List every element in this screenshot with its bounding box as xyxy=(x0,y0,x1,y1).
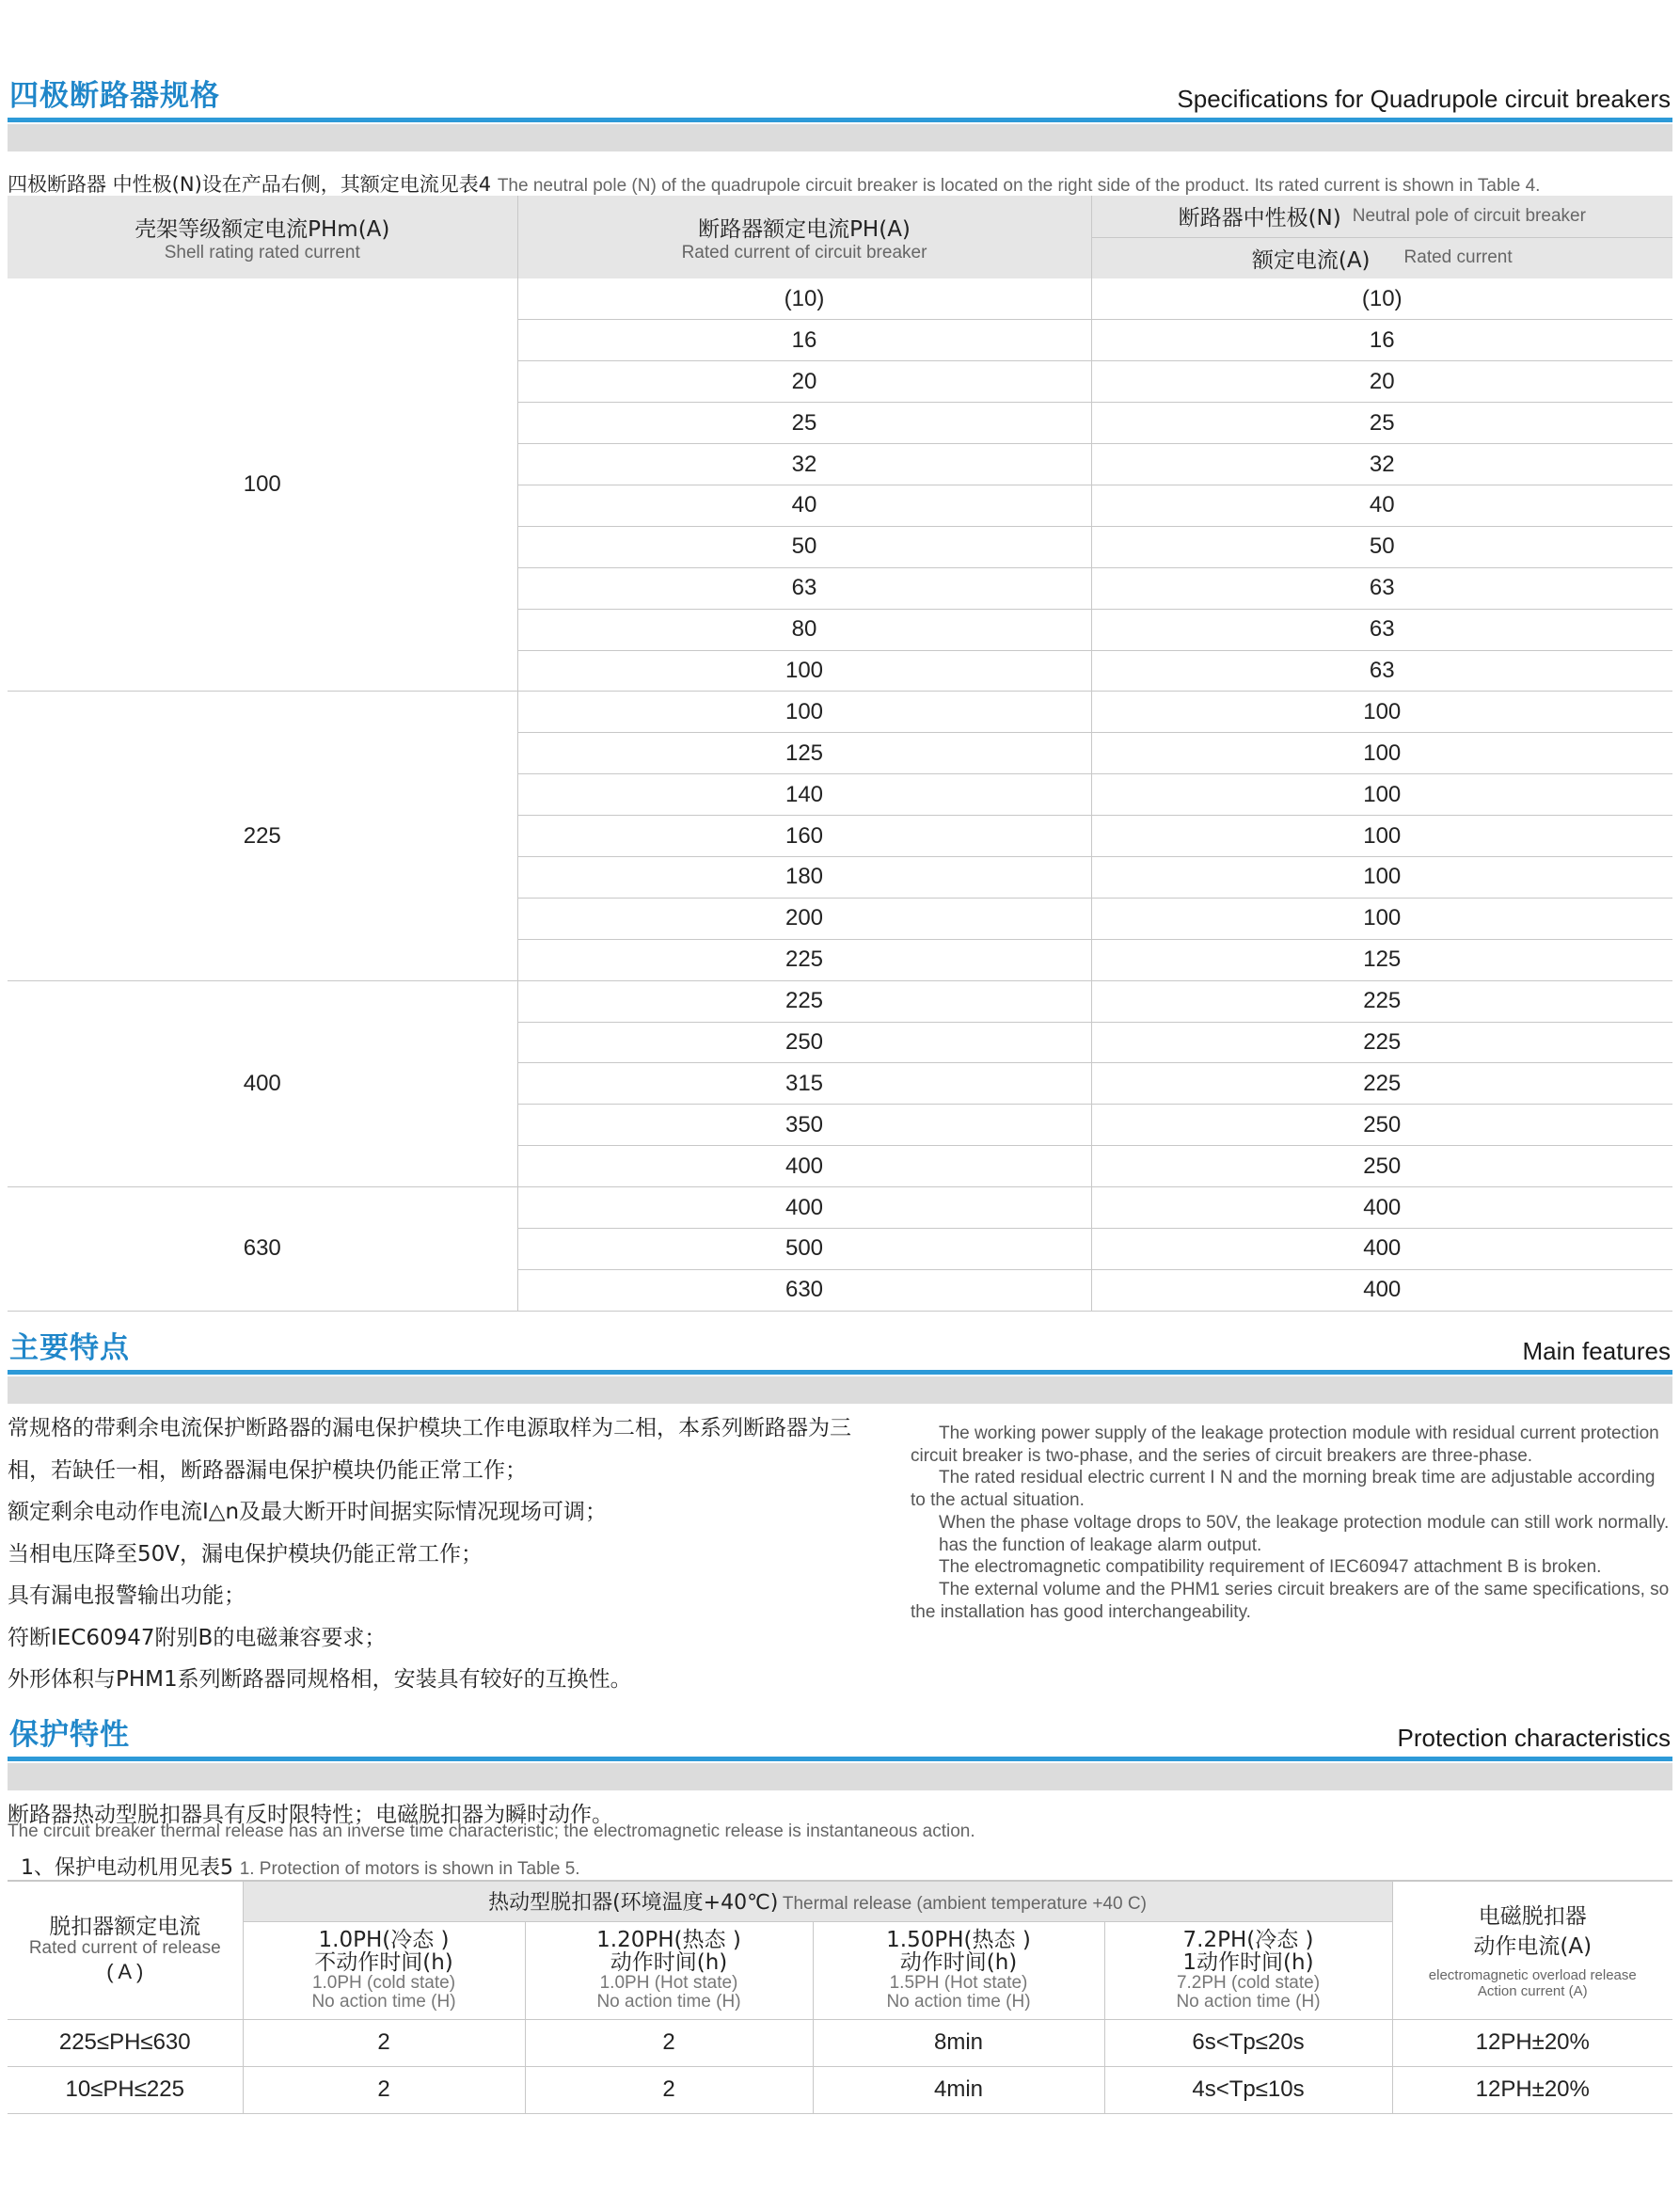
cell-1-0ph: 2 xyxy=(243,2019,525,2066)
feature-en: When the phase voltage drops to 50V, the leakage protection module can still work normally. xyxy=(939,1512,1670,1533)
em-zh2: 动作电流(A) xyxy=(1473,1933,1593,1959)
table-row xyxy=(8,2019,1672,2066)
cell-neutral-current: 50 xyxy=(1091,526,1672,567)
cell-rated-current: 125 xyxy=(517,733,1091,774)
feature-zh: 具有漏电报警输出功能； xyxy=(8,1583,246,1608)
col2-zh: 断路器额定电流PH(A) xyxy=(698,216,911,242)
sub-header-2 xyxy=(525,1921,813,2019)
section-title-zh: 保护特性 xyxy=(9,1718,130,1752)
features-list-en xyxy=(911,1423,1674,1623)
protection-desc-en: The circuit breaker thermal release has an inverse time characteristic; the electromagnetic release is instantaneous action. xyxy=(8,1821,975,1841)
cell-neutral-current: 250 xyxy=(1091,1105,1672,1146)
col1-zh: 壳架等级额定电流PHm(A) xyxy=(135,216,390,242)
sub-c: 1.5PH (Hot state) xyxy=(889,1973,1028,1993)
grey-band xyxy=(8,124,1672,151)
em-en2: Action current (A) xyxy=(1477,1982,1588,1999)
feature-zh: 当相电压降至50V，漏电保护模块仍能正常工作； xyxy=(8,1541,483,1567)
col3-top-zh: 断路器中性极(N) xyxy=(1178,206,1341,231)
cell-rated-current: 225 xyxy=(517,980,1091,1022)
rc-en: Rated current of release xyxy=(28,1937,221,1958)
col-header-neutral-current xyxy=(1091,237,1672,278)
cell-1-50ph: 4min xyxy=(813,2066,1104,2113)
cell-neutral-current: 100 xyxy=(1091,733,1672,774)
cell-neutral-current: 63 xyxy=(1091,609,1672,650)
cell-neutral-current: 25 xyxy=(1091,403,1672,444)
cell-em-current: 12PH±20% xyxy=(1392,2066,1672,2113)
sub-d: No action time (H) xyxy=(1176,1992,1321,2012)
sub-d: No action time (H) xyxy=(596,1992,741,2012)
cell-em-current: 12PH±20% xyxy=(1392,2019,1672,2066)
em-zh1: 电磁脱扣器 xyxy=(1478,1903,1587,1929)
cell-rated-current: 350 xyxy=(517,1105,1091,1146)
cell-rated-current: 160 xyxy=(517,816,1091,857)
cell-rated-current: 16 xyxy=(517,320,1091,361)
feature-zh: 符断IEC60947附别B的电磁兼容要求； xyxy=(8,1625,387,1650)
cell-neutral-current: 16 xyxy=(1091,320,1672,361)
cell-shell-rating: 400 xyxy=(8,980,517,1186)
cell-7-2ph: 4s<Tp≤10s xyxy=(1104,2066,1392,2113)
sub-a: 1.20PH(热态 ) xyxy=(596,1928,741,1952)
col3-bot-en: Rated current xyxy=(1403,247,1513,268)
col-header-neutral xyxy=(1091,196,1672,237)
cell-1-20ph: 2 xyxy=(525,2066,813,2113)
feature-en: has the function of leakage alarm output. xyxy=(939,1535,1262,1555)
cell-neutral-current: 63 xyxy=(1091,567,1672,609)
col3-top-en: Neutral pole of circuit breaker xyxy=(1352,205,1586,226)
sub-header-3 xyxy=(813,1921,1104,2019)
table-4-neutral-pole xyxy=(8,196,1672,1312)
cell-neutral-current: 40 xyxy=(1091,485,1672,526)
cell-neutral-current: 100 xyxy=(1091,816,1672,857)
cell-rated-current: 140 xyxy=(517,774,1091,816)
cell-rated-current: 100 xyxy=(517,692,1091,733)
col3-bot-zh: 额定电流(A) xyxy=(1251,247,1371,273)
table-row xyxy=(8,2066,1672,2113)
cell-rated-current: 630 xyxy=(517,1269,1091,1311)
cell-shell-rating: 100 xyxy=(8,278,517,692)
cell-rated-current: (10) xyxy=(517,278,1091,320)
intro-zh: 四极断路器 中性极(N)设在产品右侧，其额定电流见表4 xyxy=(8,173,492,196)
section-header-features xyxy=(8,1328,1672,1375)
feature-zh: 常规格的带剩余电流保护断路器的漏电保护模块工作电源取样为二相，本系列断路器为三相，若缺任一相，断路器漏电保护模块仍能正常工作； xyxy=(8,1416,851,1483)
rc-unit: ( A ) xyxy=(106,1959,144,1983)
col-header-shell xyxy=(8,196,517,278)
cell-neutral-current: (10) xyxy=(1091,278,1672,320)
cell-rated-current: 40 xyxy=(517,485,1091,526)
sub-header-1 xyxy=(243,1921,525,2019)
sub-b: 动作时间(h) xyxy=(610,1950,728,1975)
grey-band xyxy=(8,1763,1672,1790)
sub-c: 7.2PH (cold state) xyxy=(1176,1973,1321,1993)
section-title-en: Main features xyxy=(1522,1337,1671,1365)
cell-neutral-current: 400 xyxy=(1091,1187,1672,1229)
sub-a: 1.0PH(冷态 ) xyxy=(318,1928,450,1952)
section-title-zh: 四极断路器规格 xyxy=(9,79,220,113)
cell-neutral-current: 225 xyxy=(1091,1063,1672,1105)
cell-rated-current: 225 xyxy=(517,939,1091,980)
feature-en: The external volume and the PHM1 series circuit breakers are of the same specifications, so the installation has good interchangeability. xyxy=(911,1579,1670,1622)
table-row xyxy=(8,278,1672,320)
feature-en: The electromagnetic compatibility requirement of IEC60947 attachment B is broken. xyxy=(939,1557,1602,1578)
cell-neutral-current: 100 xyxy=(1091,856,1672,898)
intro-en: The neutral pole (N) of the quadrupole circuit breaker is located on the right side of the product. Its rated current is shown in Table 4. xyxy=(497,176,1541,196)
cell-neutral-current: 100 xyxy=(1091,898,1672,939)
cell-neutral-current: 250 xyxy=(1091,1146,1672,1187)
sub-d: No action time (H) xyxy=(886,1992,1031,2012)
cell-rated-current: 180 xyxy=(517,856,1091,898)
cell-1-0ph: 2 xyxy=(243,2066,525,2113)
col-header-release-current xyxy=(8,1882,243,2019)
cell-rated-current: 200 xyxy=(517,898,1091,939)
feature-en: The working power supply of the leakage protection module with residual current protection circuit breaker is two-phase, and the series of circuit breakers are three-phase. xyxy=(911,1424,1659,1466)
sub-b: 动作时间(h) xyxy=(899,1950,1018,1975)
cell-rated-current: 80 xyxy=(517,609,1091,650)
sub-a: 7.2PH(冷态 ) xyxy=(1182,1928,1314,1952)
feature-en: The rated residual electric current I N and the morning break time are adjustable according to the actual situation. xyxy=(911,1468,1656,1511)
cell-neutral-current: 100 xyxy=(1091,692,1672,733)
cell-release-current: 10≤PH≤225 xyxy=(8,2066,243,2113)
col2-en: Rated current of circuit breaker xyxy=(681,242,927,262)
grey-band xyxy=(8,1376,1672,1404)
sub-b: 不动作时间(h) xyxy=(314,1950,453,1975)
thermal-zh: 热动型脱扣器(环境温度+40℃) xyxy=(488,1891,779,1916)
cell-neutral-current: 20 xyxy=(1091,361,1672,403)
sub-d: No action time (H) xyxy=(311,1992,456,2012)
table-row xyxy=(8,980,1672,1022)
protection-desc-zh: 断路器热动型脱扣器具有反时限特性；电磁脱扣器为瞬时动作。 xyxy=(8,1803,613,1827)
col1-en: Shell rating rated current xyxy=(164,242,360,262)
section-title-en: Specifications for Quadrupole circuit breakers xyxy=(1177,85,1671,113)
section-header-protection xyxy=(8,1714,1672,1761)
sub-header-4 xyxy=(1104,1921,1392,2019)
cell-rated-current: 50 xyxy=(517,526,1091,567)
cell-neutral-current: 100 xyxy=(1091,774,1672,816)
sub-b: 1动作时间(h) xyxy=(1182,1950,1314,1975)
table-row xyxy=(8,1187,1672,1229)
section-title-zh: 主要特点 xyxy=(9,1331,130,1365)
table-ref-en: 1. Protection of motors is shown in Table 5. xyxy=(239,1859,580,1879)
features-list-zh xyxy=(8,1408,873,1701)
sub-c: 1.0PH (cold state) xyxy=(311,1973,456,1993)
cell-neutral-current: 125 xyxy=(1091,939,1672,980)
cell-neutral-current: 225 xyxy=(1091,1022,1672,1063)
intro-line xyxy=(8,169,1540,198)
cell-rated-current: 25 xyxy=(517,403,1091,444)
col-header-em-release xyxy=(1392,1882,1672,2019)
cell-rated-current: 500 xyxy=(517,1228,1091,1269)
table-row xyxy=(8,692,1672,733)
cell-rated-current: 250 xyxy=(517,1022,1091,1063)
cell-rated-current: 32 xyxy=(517,444,1091,485)
cell-neutral-current: 225 xyxy=(1091,980,1672,1022)
cell-shell-rating: 225 xyxy=(8,692,517,980)
em-en1: electromagnetic overload release xyxy=(1428,1966,1637,1983)
cell-rated-current: 400 xyxy=(517,1146,1091,1187)
rc-zh: 脱扣器额定电流 xyxy=(49,1914,201,1939)
section-header-specs xyxy=(8,75,1672,122)
sub-c: 1.0PH (Hot state) xyxy=(599,1973,738,1993)
cell-1-50ph: 8min xyxy=(813,2019,1104,2066)
cell-neutral-current: 63 xyxy=(1091,650,1672,692)
cell-shell-rating: 630 xyxy=(8,1187,517,1312)
feature-zh: 外形体积与PHM1系列断路器同规格相，安装具有较好的互换性。 xyxy=(8,1667,632,1692)
col-header-thermal xyxy=(243,1882,1392,1921)
table-ref-line xyxy=(21,1852,580,1881)
col-header-rated xyxy=(517,196,1091,278)
cell-rated-current: 63 xyxy=(517,567,1091,609)
cell-rated-current: 100 xyxy=(517,650,1091,692)
cell-rated-current: 315 xyxy=(517,1063,1091,1105)
cell-rated-current: 400 xyxy=(517,1187,1091,1229)
section-title-en: Protection characteristics xyxy=(1397,1724,1671,1752)
table-5-protection xyxy=(8,1882,1672,2114)
thermal-en: Thermal release (ambient temperature +40 C) xyxy=(782,1894,1147,1915)
cell-rated-current: 20 xyxy=(517,361,1091,403)
cell-neutral-current: 32 xyxy=(1091,444,1672,485)
cell-neutral-current: 400 xyxy=(1091,1228,1672,1269)
table-4-body xyxy=(8,278,1672,1311)
cell-release-current: 225≤PH≤630 xyxy=(8,2019,243,2066)
cell-neutral-current: 400 xyxy=(1091,1269,1672,1311)
cell-7-2ph: 6s<Tp≤20s xyxy=(1104,2019,1392,2066)
cell-1-20ph: 2 xyxy=(525,2019,813,2066)
feature-zh: 额定剩余电动作电流I△n及最大断开时间据实际情况现场可调； xyxy=(8,1500,608,1524)
sub-a: 1.50PH(热态 ) xyxy=(886,1928,1031,1952)
table-ref-zh: 1、保护电动机用见表5 xyxy=(21,1856,233,1880)
